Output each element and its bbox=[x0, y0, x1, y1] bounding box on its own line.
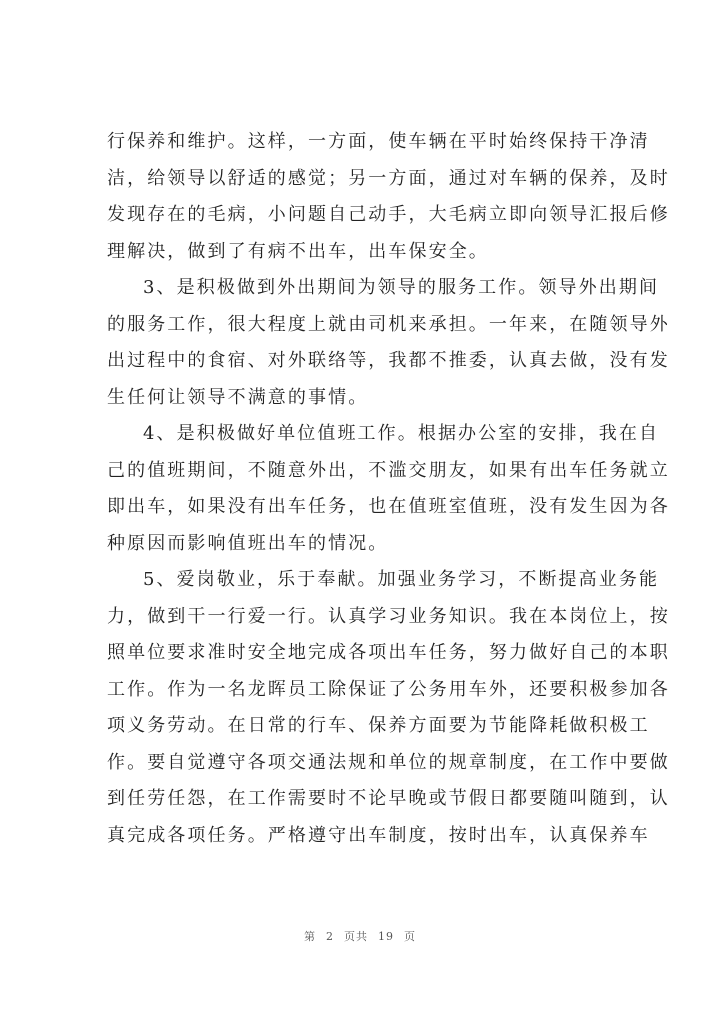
text-line: 洁，给领导以舒适的感觉；另一方面，通过对车辆的保养，及时 bbox=[107, 167, 670, 189]
page-middle: 页共 bbox=[344, 930, 368, 943]
paragraph-start-line: 4、是积极做好单位值班工作。根据办公室的安排，我在自 bbox=[143, 423, 660, 444]
text-line: 发现存在的毛病，小问题自己动手，大毛病立即向领导汇报后修 bbox=[107, 204, 670, 225]
document-body bbox=[107, 124, 670, 854]
text-line: 种原因而影响值班出车的情况。 bbox=[107, 532, 389, 554]
text-line: 的服务工作，很大程度上就由司机来承担。一年来，在随领导外 bbox=[107, 313, 670, 335]
page-suffix: 页 bbox=[404, 930, 416, 943]
page-prefix: 第 bbox=[304, 930, 316, 943]
text-line: 生任何让领导不满意的事情。 bbox=[107, 386, 369, 408]
text-line: 力，做到干一行爱一行。认真学习业务知识。我在本岗位上，按 bbox=[107, 605, 670, 627]
page-number: 2 bbox=[326, 930, 334, 943]
text-line: 工作。作为一名龙晖员工除保证了公务用车外，还要积极参加各 bbox=[107, 678, 670, 700]
text-line: 项义务劳动。在日常的行车、保养方面要为节能降耗做积极工 bbox=[107, 715, 650, 736]
text-line: 照单位要求准时安全地完成各项出车任务，努力做好自己的本职 bbox=[107, 642, 670, 663]
text-line: 行保养和维护。这样，一方面，使车辆在平时始终保持干净清 bbox=[107, 131, 650, 152]
text-line: 出过程中的食宿、对外联络等，我都不推委，认真去做，没有发 bbox=[107, 350, 670, 371]
text-line: 己的值班期间，不随意外出，不滥交朋友，如果有出车任务就立 bbox=[107, 459, 670, 481]
page-footer bbox=[0, 928, 720, 944]
text-line: 作。要自觉遵守各项交通法规和单位的规章制度，在工作中要做 bbox=[107, 751, 670, 773]
text-line: 即出车，如果没有出车任务，也在值班室值班，没有发生因为各 bbox=[107, 496, 670, 517]
text-line: 理解决，做到了有病不出车，出车保安全。 bbox=[107, 240, 489, 262]
paragraph-start-line: 3、是积极做到外出期间为领导的服务工作。领导外出期间 bbox=[143, 277, 660, 298]
text-line: 到任劳任怨，在工作需要时不论早晚或节假日都要随叫随到，认 bbox=[107, 788, 670, 809]
text-line: 真完成各项任务。严格遵守出车制度，按时出车，认真保养车 bbox=[107, 824, 650, 846]
paragraph-start-line: 5、爱岗敬业，乐于奉献。加强业务学习，不断提高业务能 bbox=[143, 569, 660, 590]
page-total: 19 bbox=[378, 930, 394, 943]
